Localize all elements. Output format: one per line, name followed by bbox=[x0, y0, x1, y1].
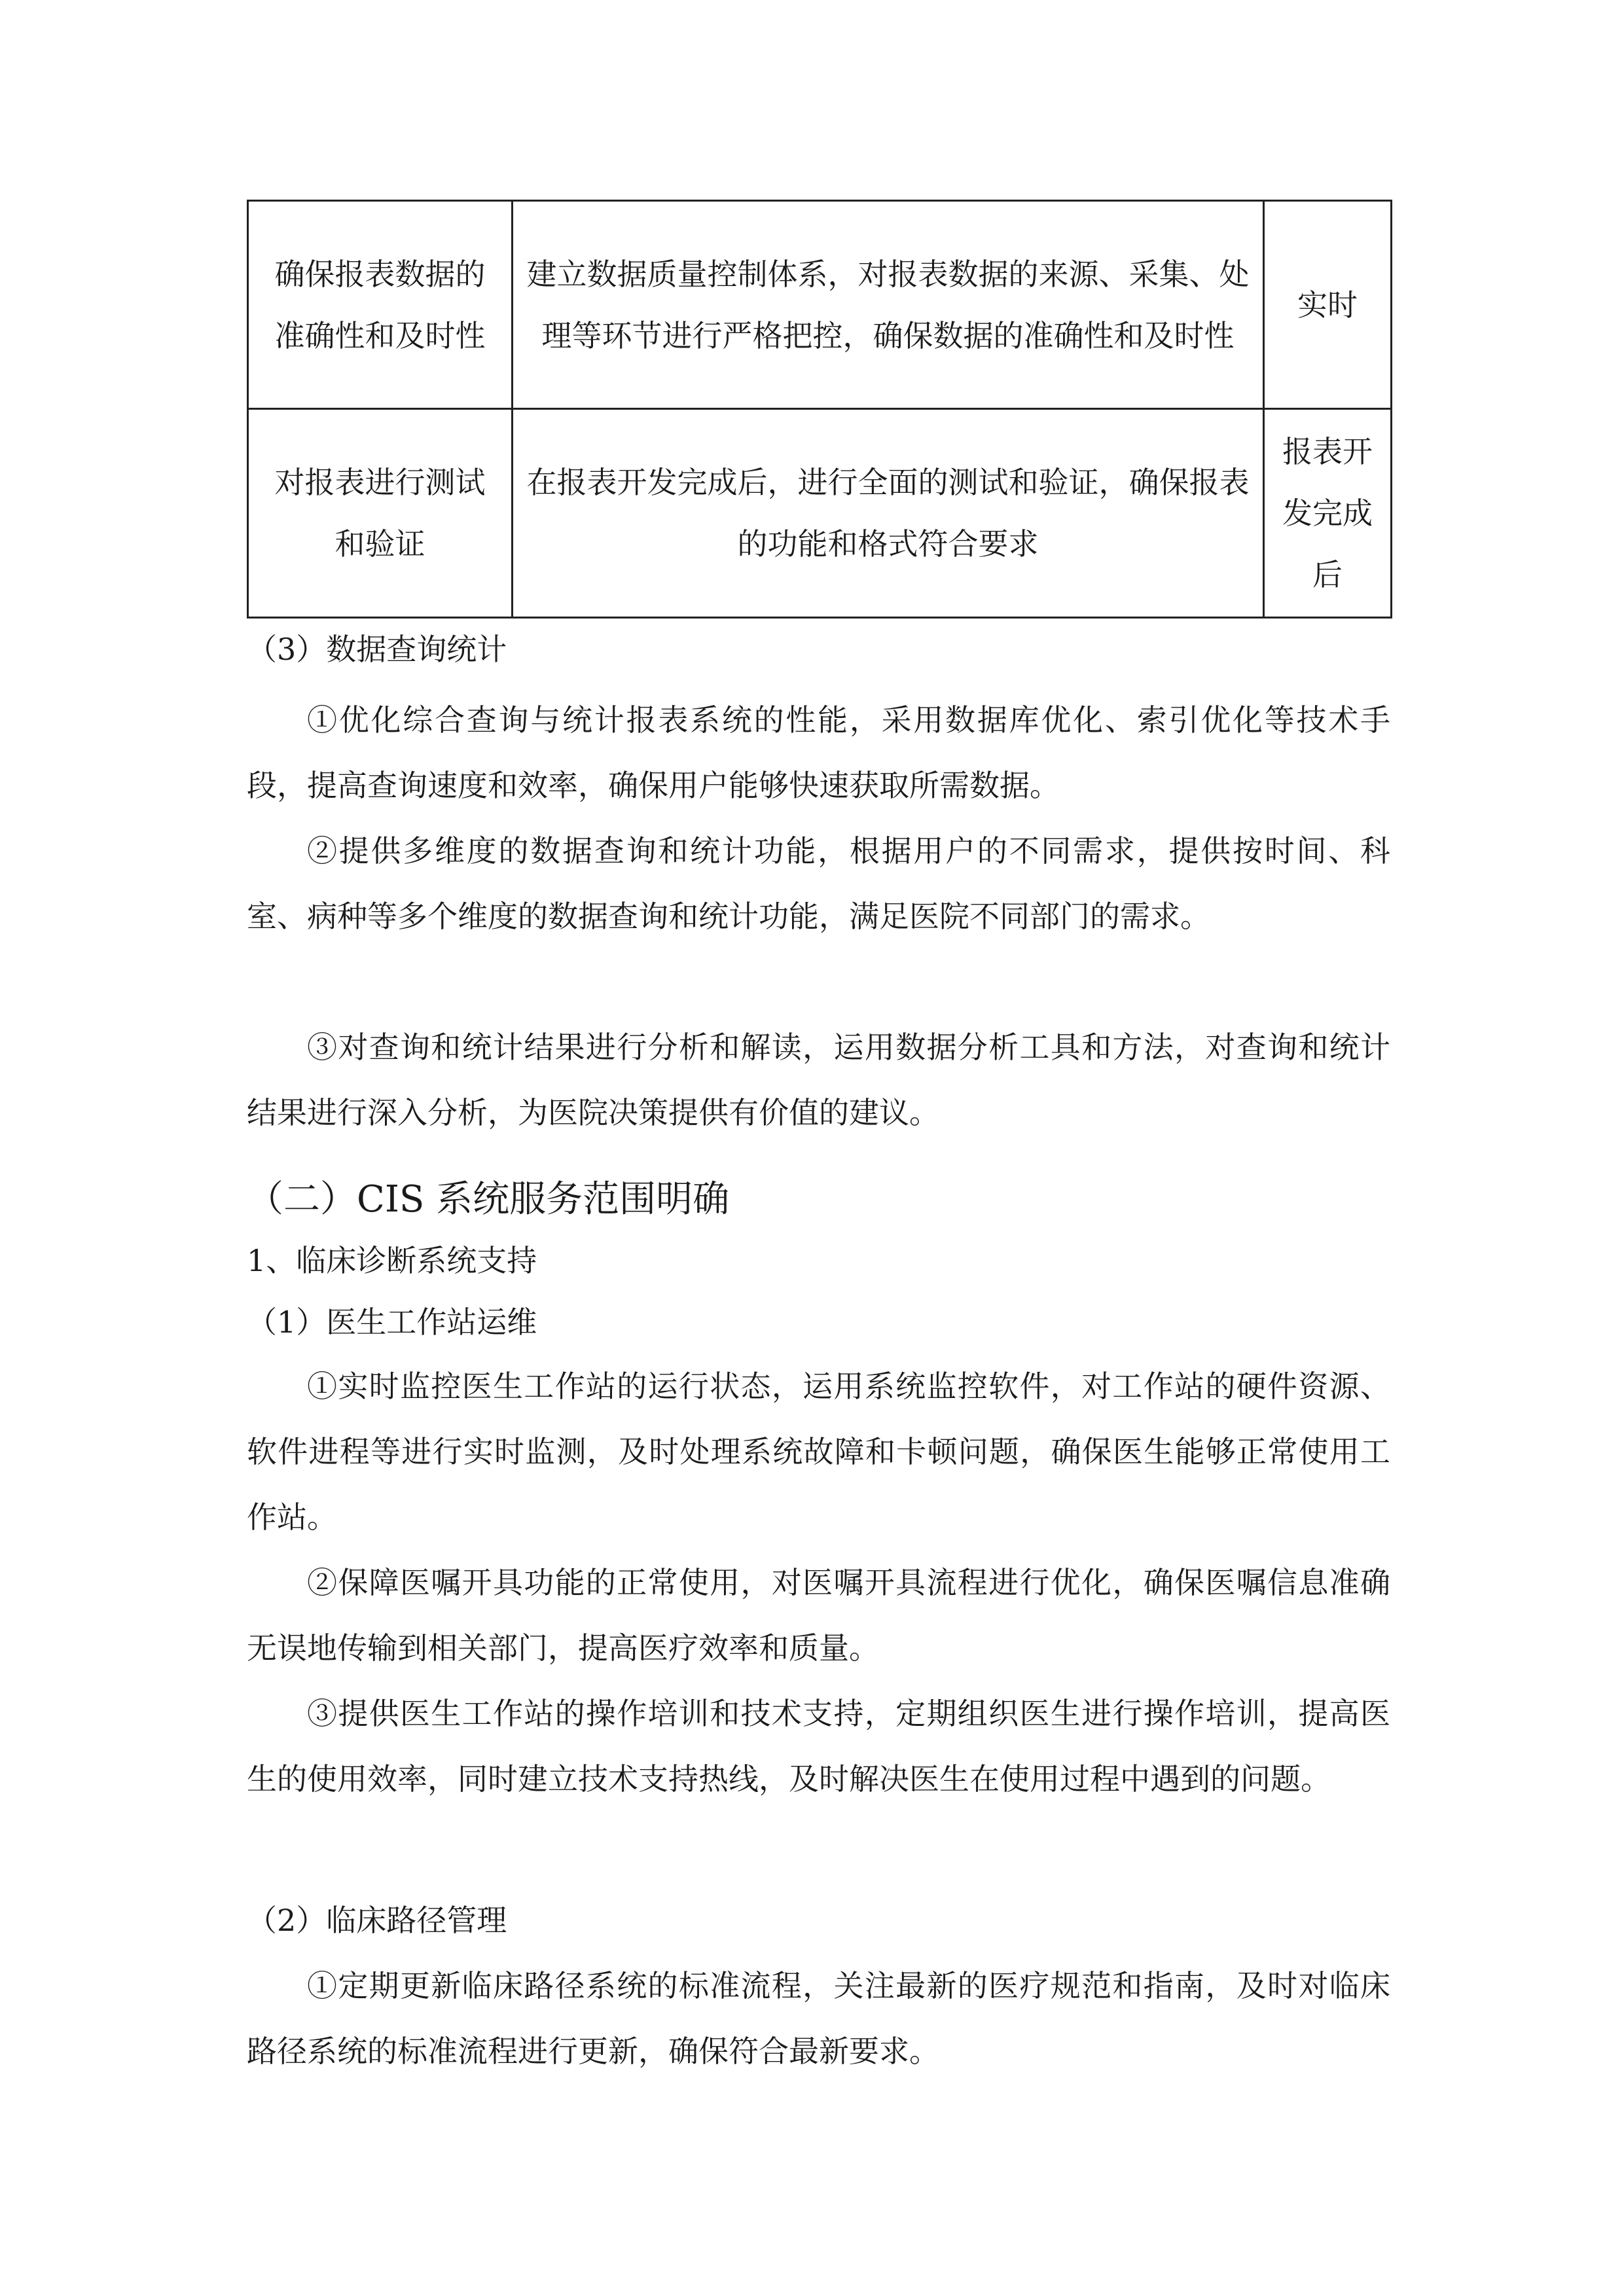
paragraph: ③对查询和统计结果进行分析和解读，运用数据分析工具和方法，对查询和统计结果进行深入分析，为医院决策提供有价值的建议。 bbox=[247, 1030, 1390, 1130]
paragraph: ①优化综合查询与统计报表系统的性能，采用数据库优化、索引优化等技术手段，提高查询速度和效率，确保用户能够快速获取所需数据。 bbox=[247, 702, 1390, 803]
table-cell-measure: 建立数据质量控制体系，对报表数据的来源、采集、处理等环节进行严格把控，确保数据的准确性和及时性 bbox=[513, 201, 1264, 409]
table-cell-time: 实时 bbox=[1264, 201, 1392, 409]
section-heading-workstation: （1）医生工作站运维 bbox=[247, 1304, 537, 1340]
paragraph: ①定期更新临床路径系统的标准流程，关注最新的医疗规范和指南，及时对临床路径系统的标准流程进行更新，确保符合最新要求。 bbox=[247, 1968, 1390, 2069]
table-row bbox=[248, 409, 1392, 618]
section-heading-pathway: （2）临床路径管理 bbox=[247, 1903, 507, 1938]
paragraph: ③提供医生工作站的操作培训和技术支持，定期组织医生进行操作培训，提高医生的使用效率，同时建立技术支持热线，及时解决医生在使用过程中遇到的问题。 bbox=[247, 1696, 1390, 1797]
paragraph: ②保障医嘱开具功能的正常使用，对医嘱开具流程进行优化，确保医嘱信息准确无误地传输到相关部门，提高医疗效率和质量。 bbox=[247, 1565, 1390, 1666]
table-cell-time: 报表开发完成后 bbox=[1264, 409, 1392, 618]
table-cell-measure: 在报表开发完成后，进行全面的测试和验证，确保报表的功能和格式符合要求 bbox=[513, 409, 1264, 618]
table-row bbox=[248, 201, 1392, 409]
table-cell-task: 确保报表数据的准确性和及时性 bbox=[248, 201, 513, 409]
chapter-heading-cis: （二）CIS 系统服务范围明确 bbox=[247, 1178, 730, 1221]
sub-heading-clinical-diagnosis: 1、临床诊断系统支持 bbox=[247, 1243, 537, 1278]
section-heading-query: （3）数据查询统计 bbox=[247, 632, 507, 667]
paragraph: ②提供多维度的数据查询和统计功能，根据用户的不同需求，提供按时间、科室、病种等多个维度的数据查询和统计功能，满足医院不同部门的需求。 bbox=[247, 833, 1390, 934]
requirements-table bbox=[247, 200, 1392, 619]
table-cell-task: 对报表进行测试和验证 bbox=[248, 409, 513, 618]
paragraph: ①实时监控医生工作站的运行状态，运用系统监控软件，对工作站的硬件资源、软件进程等进行实时监测，及时处理系统故障和卡顿问题，确保医生能够正常使用工作站。 bbox=[247, 1369, 1390, 1535]
